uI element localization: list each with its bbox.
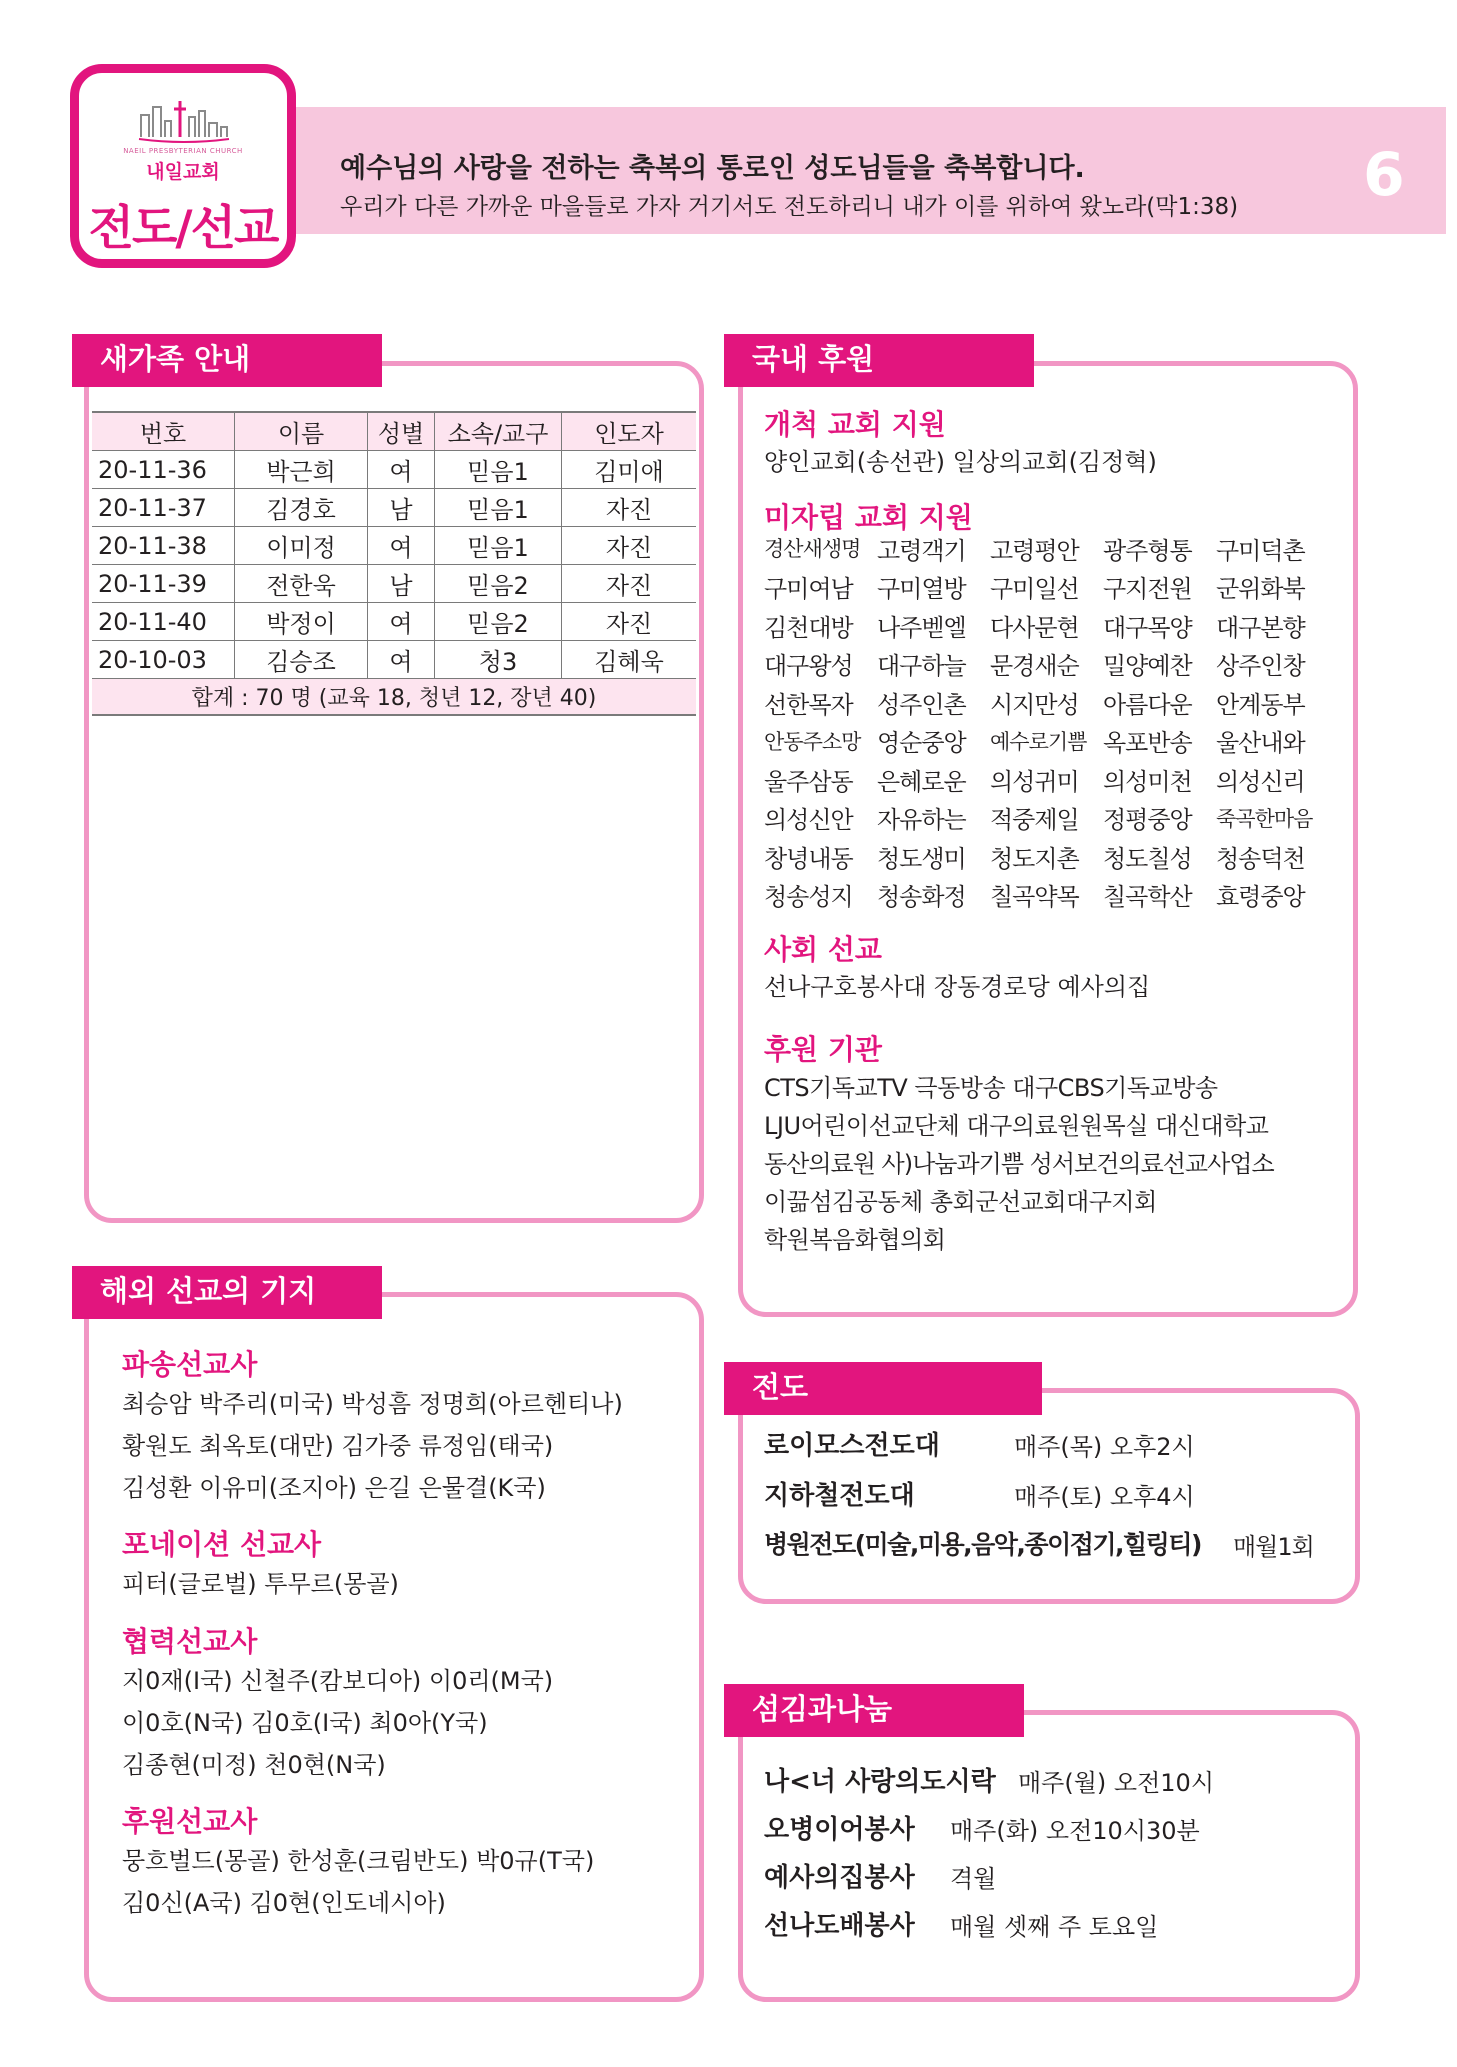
unself-heading: 미자립 교회 지원 (764, 501, 973, 534)
cell-guide: 자진 (562, 489, 697, 527)
church-name: 은혜로운 (877, 767, 966, 796)
church-name: 죽곡한마음 (1216, 806, 1313, 831)
church-grid-row (764, 606, 1329, 645)
church-name: 옥포반송 (1103, 729, 1192, 758)
table-row (92, 641, 696, 679)
church-name: 안계동부 (1216, 690, 1305, 719)
church-name: 구미일선 (990, 575, 1079, 604)
church-name: 칠곡학산 (1103, 883, 1192, 912)
support-org-line: 이끎섬김공동체 총회군선교회대구지회 (764, 1188, 1157, 1216)
foundation-line: 피터(글로벌) 투무르(몽골) (122, 1570, 399, 1598)
support-org-line: LJU어린이선교단체 대구의료원원목실 대신대학교 (764, 1112, 1269, 1140)
sharing-item-time: 격월 (950, 1865, 997, 1893)
church-name: 구미여남 (764, 575, 853, 604)
cell-group: 믿음1 (435, 489, 562, 527)
cell-group: 믿음1 (435, 451, 562, 489)
social-mission-heading: 사회 선교 (764, 933, 882, 966)
support-org-line: 동산의료원 사)나눔과기쁨 성서보건의료선교사업소 (764, 1150, 1274, 1178)
cell-gender: 남 (368, 489, 435, 527)
cell-name: 박근희 (235, 451, 368, 489)
church-name: 상주인창 (1216, 652, 1305, 681)
cell-number: 20-11-38 (92, 527, 235, 565)
cell-name: 전한욱 (235, 565, 368, 603)
table-row (92, 489, 696, 527)
cell-guide: 자진 (562, 527, 697, 565)
col-header-name: 이름 (235, 412, 368, 451)
sharing-item-time: 매주(월) 오전10시 (1018, 1769, 1214, 1797)
church-name: 울산내와 (1216, 729, 1305, 758)
church-grid-row (764, 683, 1329, 722)
hospital-evangelism-name: 병원전도(미술,미용,음악,종이접기,힐링티) (764, 1530, 1201, 1559)
cell-guide: 자진 (562, 603, 697, 641)
church-name: 김천대방 (764, 613, 853, 642)
cell-guide: 김혜욱 (562, 641, 697, 679)
church-name: 광주형통 (1103, 536, 1192, 565)
church-name: 자유하는 (877, 806, 966, 835)
support-org-line: 학원복음화협의회 (764, 1226, 946, 1254)
sent-line: 황원도 최옥토(대만) 김가중 류정임(태국) (122, 1432, 554, 1460)
sharing-tag: 섬김과나눔 (724, 1684, 1024, 1734)
sent-missionaries-heading: 파송선교사 (122, 1348, 258, 1381)
col-header-guide: 인도자 (562, 412, 697, 451)
church-name: 의성미천 (1103, 767, 1192, 796)
social-mission-line: 선나구호봉사대 장동경로당 예사의집 (764, 973, 1151, 1001)
church-name: 선한목자 (764, 690, 853, 719)
church-grid-row (764, 760, 1329, 799)
church-name: 청송화정 (877, 883, 966, 912)
evangelism-team-name: 로이모스전도대 (764, 1431, 940, 1461)
cell-number: 20-10-03 (92, 641, 235, 679)
church-name: 영순중앙 (877, 729, 966, 758)
table-row (92, 565, 696, 603)
cell-group: 믿음2 (435, 565, 562, 603)
cell-name: 김경호 (235, 489, 368, 527)
church-name: 대구목양 (1103, 613, 1192, 642)
cell-gender: 여 (368, 527, 435, 565)
coop-line: 지0재(I국) 신철주(캄보디아) 이0리(M국) (122, 1667, 554, 1695)
logo-subtitle: NAEIL PRESBYTERIAN CHURCH (123, 147, 243, 155)
evangelism-tag: 전도 (724, 1362, 1042, 1412)
church-grid-row (764, 799, 1329, 838)
church-name: 적중제일 (990, 806, 1079, 835)
unself-church-grid (764, 529, 1329, 914)
cell-group: 청3 (435, 641, 562, 679)
sharing-box (738, 1710, 1360, 2002)
church-name: 고령객기 (877, 536, 966, 565)
newcomers-table (92, 411, 696, 716)
church-name: 시지만성 (990, 690, 1079, 719)
church-name: 안동주소망 (764, 729, 861, 754)
church-name: 예수로기쁨 (990, 729, 1087, 754)
table-row (92, 603, 696, 641)
cell-number: 20-11-40 (92, 603, 235, 641)
cell-gender: 여 (368, 451, 435, 489)
church-name: 의성신리 (1216, 767, 1305, 796)
church-name: 대구하늘 (877, 652, 966, 681)
page-title: 전도/선교 (88, 201, 278, 256)
church-name: 청도칠성 (1103, 844, 1192, 873)
cell-gender: 남 (368, 565, 435, 603)
cell-name: 이미정 (235, 527, 368, 565)
church-name: 군위화북 (1216, 575, 1305, 604)
cell-gender: 여 (368, 641, 435, 679)
foundation-missionaries-heading: 포네이션 선교사 (122, 1528, 322, 1561)
church-grid-row (764, 645, 1329, 684)
support-missionary-line: 뭉흐벌드(몽골) 한성훈(크림반도) 박0규(T국) (122, 1847, 595, 1875)
church-grid-row (764, 722, 1329, 761)
col-header-number: 번호 (92, 412, 235, 451)
cell-gender: 여 (368, 603, 435, 641)
evangelism-team-time: 매주(목) 오후2시 (1014, 1433, 1195, 1461)
church-grid-row (764, 529, 1329, 568)
table-total-row (92, 679, 696, 716)
sharing-item-name: 오병이어봉사 (764, 1815, 915, 1845)
cell-number: 20-11-39 (92, 565, 235, 603)
church-name: 정평중앙 (1103, 806, 1192, 835)
church-name: 나주벧엘 (877, 613, 966, 642)
church-name: 청송덕천 (1216, 844, 1305, 873)
support-missionary-line: 김0신(A국) 김0현(인도네시아) (122, 1889, 446, 1917)
church-name: 칠곡약목 (990, 883, 1079, 912)
church-name: 구지전원 (1103, 575, 1192, 604)
table-row (92, 451, 696, 489)
sharing-item-time: 매월 셋째 주 토요일 (950, 1913, 1159, 1941)
support-org-line: CTS기독교TV 극동방송 대구CBS기독교방송 (764, 1074, 1218, 1102)
sent-line: 김성환 이유미(조지아) 은길 은물결(K국) (122, 1474, 546, 1502)
church-skyline-icon (137, 97, 231, 143)
pioneer-heading: 개척 교회 지원 (764, 408, 946, 441)
church-grid-row (764, 837, 1329, 876)
coop-missionaries-heading: 협력선교사 (122, 1625, 258, 1658)
cell-group: 믿음2 (435, 603, 562, 641)
church-name: 문경새순 (990, 652, 1079, 681)
evangelism-team-name: 지하철전도대 (764, 1481, 915, 1511)
church-name: 대구왕성 (764, 652, 853, 681)
church-name: 울주삼동 (764, 767, 853, 796)
cell-group: 믿음1 (435, 527, 562, 565)
church-name: 효령중앙 (1216, 883, 1305, 912)
church-name: 청도생미 (877, 844, 966, 873)
sent-line: 최승암 박주리(미국) 박성흠 정명희(아르헨티나) (122, 1390, 623, 1418)
sharing-item-name: 나<너 사랑의도시락 (764, 1767, 996, 1797)
church-name: 구미덕촌 (1216, 536, 1305, 565)
church-grid-row (764, 876, 1329, 915)
church-name: 대구본향 (1216, 613, 1305, 642)
newcomers-total: 합계 : 70 명 (교육 18, 청년 12, 장년 40) (92, 679, 696, 716)
church-name: 아름다운 (1103, 690, 1192, 719)
sharing-item-name: 선나도배봉사 (764, 1911, 915, 1941)
header-verse-line: 우리가 다른 가까운 마을들로 가자 거기서도 전도하리니 내가 이를 위하여 왔노라(막1:38) (340, 194, 1239, 220)
cell-guide: 김미애 (562, 451, 697, 489)
page-number: 6 (1363, 140, 1405, 210)
church-name: 의성신안 (764, 806, 853, 835)
pioneer-line: 양인교회(송선관) 일상의교회(김정혁) (764, 448, 1157, 476)
church-name: 청도지촌 (990, 844, 1079, 873)
coop-line: 이0호(N국) 김0호(I국) 최0아(Y국) (122, 1709, 488, 1737)
logo-church-name: 내일교회 (146, 161, 220, 183)
support-org-heading: 후원 기관 (764, 1033, 882, 1066)
domestic-tag: 국내 후원 (724, 334, 1034, 384)
church-name: 성주인촌 (877, 690, 966, 719)
cell-guide: 자진 (562, 565, 697, 603)
evangelism-team-time: 매주(토) 오후4시 (1014, 1483, 1195, 1511)
overseas-tag: 해외 선교의 기지 (72, 1266, 382, 1316)
support-missionaries-heading: 후원선교사 (122, 1805, 258, 1838)
table-row (92, 527, 696, 565)
church-name: 의성귀미 (990, 767, 1079, 796)
sharing-item-time: 매주(화) 오전10시30분 (950, 1817, 1200, 1845)
church-name: 창녕내동 (764, 844, 853, 873)
cell-number: 20-11-36 (92, 451, 235, 489)
church-name: 구미열방 (877, 575, 966, 604)
church-grid-row (764, 568, 1329, 607)
church-name: 밀양예찬 (1103, 652, 1192, 681)
cell-number: 20-11-37 (92, 489, 235, 527)
hospital-evangelism-time: 매월1회 (1233, 1533, 1314, 1561)
table-header-row (92, 412, 696, 451)
newcomers-tag: 새가족 안내 (72, 334, 382, 384)
section-logo-box (70, 64, 296, 268)
church-name: 청송성지 (764, 883, 853, 912)
sharing-item-name: 예사의집봉사 (764, 1863, 915, 1893)
cell-name: 박정이 (235, 603, 368, 641)
cell-name: 김승조 (235, 641, 368, 679)
col-header-gender: 성별 (368, 412, 435, 451)
coop-line: 김종현(미정) 천0현(N국) (122, 1751, 386, 1779)
church-name: 다사문현 (990, 613, 1079, 642)
church-name: 고령평안 (990, 536, 1079, 565)
col-header-group: 소속/교구 (435, 412, 562, 451)
header-blessing-line: 예수님의 사랑을 전하는 축복의 통로인 성도님들을 축복합니다. (340, 153, 1085, 184)
church-name: 경산새생명 (764, 537, 861, 562)
